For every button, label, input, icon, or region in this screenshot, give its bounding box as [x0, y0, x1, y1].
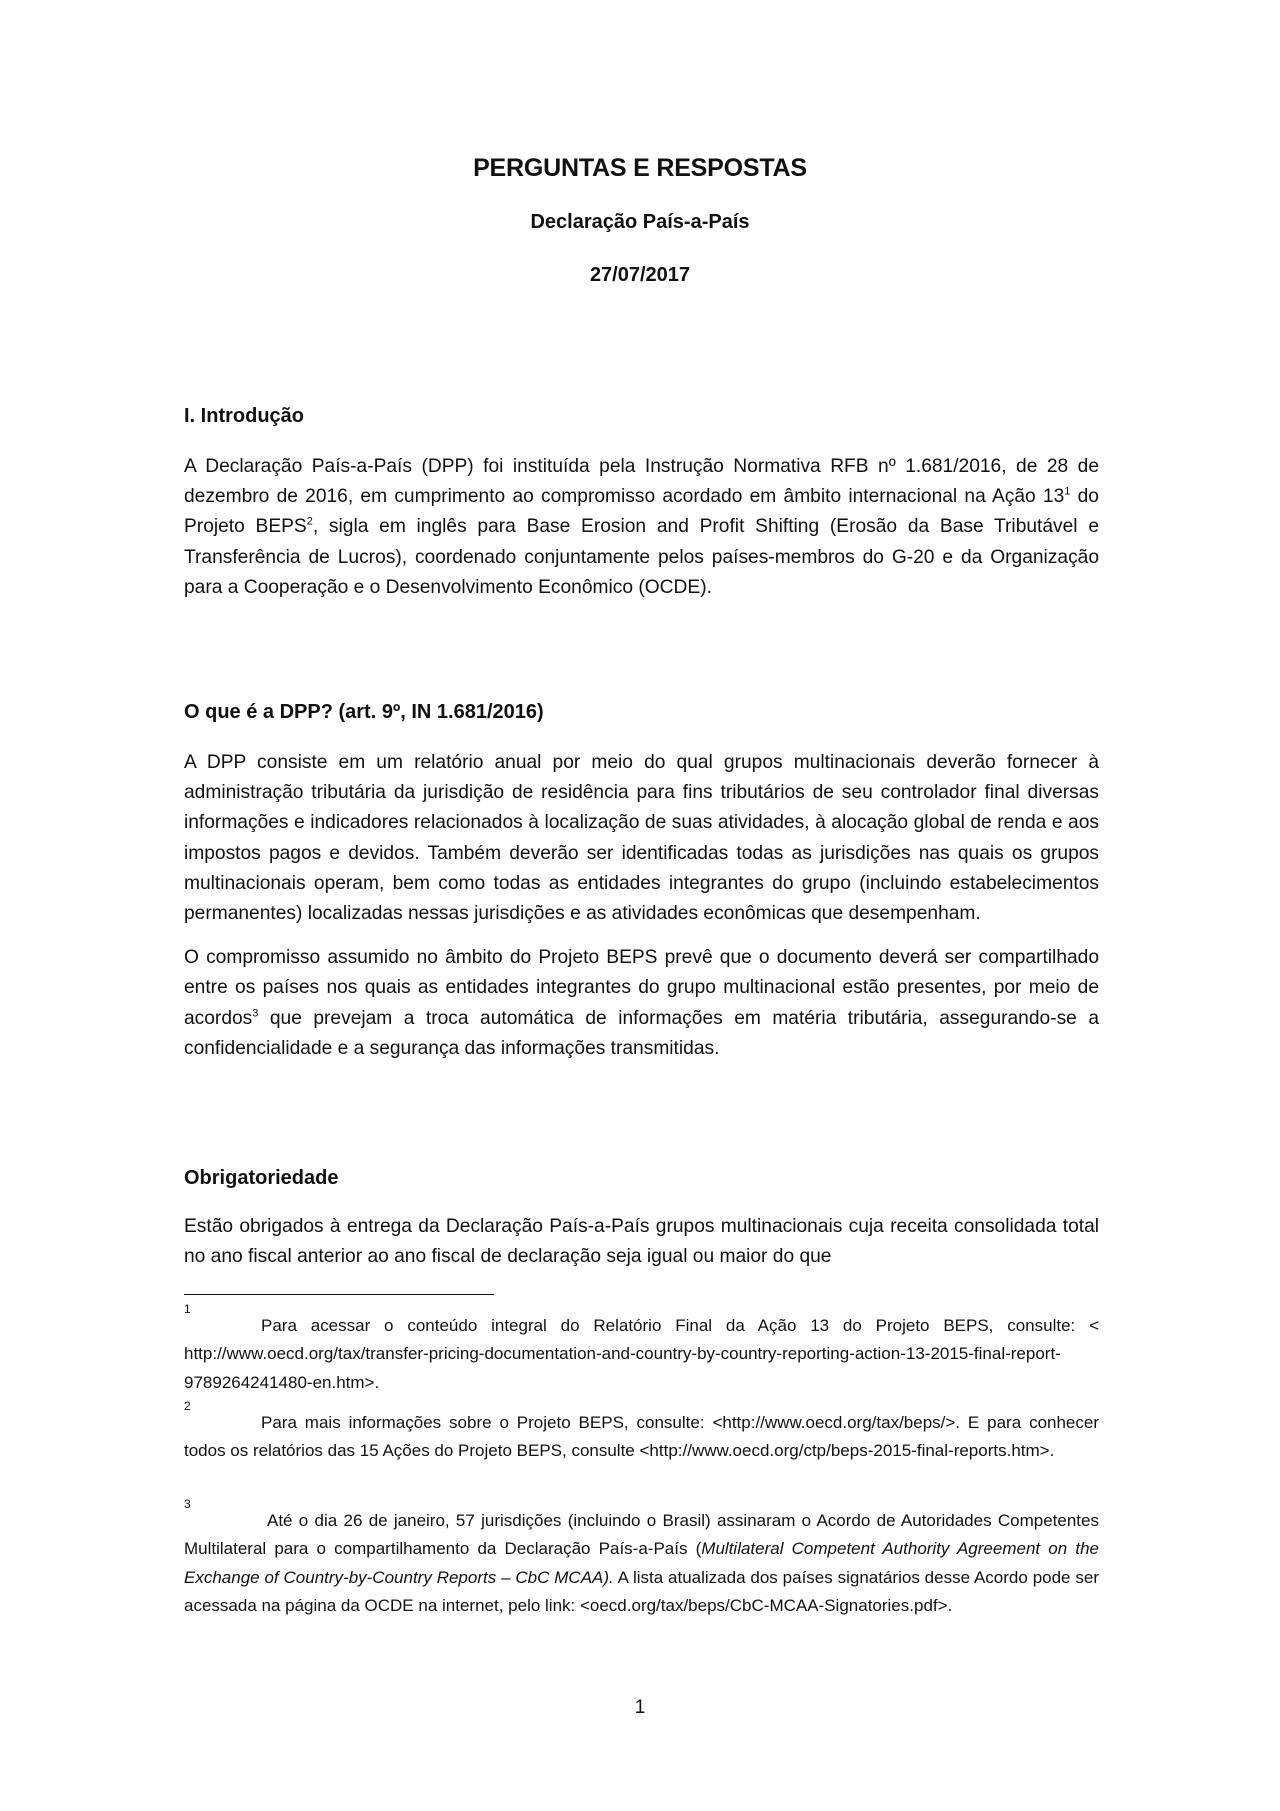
- footnote-1-text: Para acessar o conteúdo integral do Relatório Final da Ação 13 do Projeto BEPS, consulte: < http://www.oecd.org/tax/transfer-pricing-documentation-and-country-by-country-reporting-action-13-2015-final-report-9789264241480-en.htm>.: [184, 1316, 1099, 1392]
- section-title-what: O que é a DPP? (art. 9º, IN 1.681/2016): [184, 701, 544, 723]
- footnote-3-text-b: A lista atualizada dos países signatários desse Acordo pode ser acessada na página da OCDE na internet, pelo link: <oecd.org/tax/beps/CbC-MCAA-Signatories.pdf>.: [184, 1567, 1099, 1615]
- section-obrig-body: [184, 1212, 1099, 1272]
- document-subtitle: Declaração País-a-País: [530, 211, 750, 233]
- intro-paragraph: [184, 452, 1099, 603]
- footnote-divider: [184, 1294, 494, 1295]
- section-what: [184, 701, 1099, 724]
- footnote-2-text: Para mais informações sobre o Projeto BEPS, consulte: <http://www.oecd.org/tax/beps/>. E para conhecer todos os relatórios das 15 Ações do Projeto BEPS, consulte <http://www.oecd.org/ctp/beps-2015-final-reports.htm>.: [184, 1413, 1099, 1461]
- footnote-1-number: 1: [184, 1302, 191, 1316]
- section-what-body: [184, 748, 1099, 1064]
- what-text-a: O compromisso assumido no âmbito do Projeto BEPS prevê que o documento deverá ser compartilhado entre os países nos quais as entidades integrantes do grupo multinacional estão presentes, por meio de acordos: [184, 947, 1099, 1029]
- section-title-obrig: Obrigatoriedade: [184, 1167, 339, 1189]
- what-paragraph-1: A DPP consiste em um relatório anual por meio do qual grupos multinacionais deverão fornecer à administração tributária da jurisdição de residência para fins tributários de seu controlador final diversas informações e indicadores relacionados à localização de suas atividades, à alocação global de renda e aos impostos pagos e devidos. Também deverão ser identificadas todas as jurisdições nas quais os grupos multinacionais operam, bem como todas as entidades integrantes do grupo (incluindo estabelecimentos permanentes) localizadas nessas jurisdições e as atividades econômicas que desempenham.: [184, 752, 1099, 925]
- document-title: PERGUNTAS E RESPOSTAS: [473, 154, 807, 182]
- intro-text-c: , sigla em inglês para Base Erosion and Profit Shifting (Erosão da Base Tributável e Transferência de Lucros), coordenado conjuntamente pelos países-membros do G-20 e da Organização para a Cooperação e o Desenvolvimento Econômico (OCDE).: [184, 516, 1099, 598]
- page-number: 1: [634, 1697, 646, 1718]
- footnote-1: [184, 1302, 1099, 1397]
- footnote-ref-1[interactable]: 1: [1064, 485, 1071, 498]
- section-intro: [184, 405, 1099, 428]
- what-paragraph-2: [184, 943, 1099, 1064]
- footnote-3-number: 3: [184, 1497, 191, 1511]
- section-obrig: [184, 1167, 1099, 1190]
- section-intro-body: [184, 452, 1099, 603]
- footnote-3-text-italic: Multilateral Competent Authority Agreement on the Exchange of Country-by-Country Reports – CbC MCAA).: [184, 1539, 1099, 1587]
- footnote-ref-2[interactable]: 2: [306, 516, 313, 529]
- footnote-ref-3[interactable]: 3: [252, 1007, 259, 1020]
- section-title-intro: I. Introdução: [184, 405, 304, 427]
- intro-text-a: A Declaração País-a-País (DPP) foi instituída pela Instrução Normativa RFB nº 1.681/2016, de 28 de dezembro de 2016, em cumprimento ao compromisso acordado em âmbito internacional na Ação 13: [184, 456, 1099, 508]
- obrig-paragraph: Estão obrigados à entrega da Declaração País-a-País grupos multinacionais cuja receita consolidada total no ano fiscal anterior ao ano fiscal de declaração seja igual ou maior do que: [184, 1216, 1099, 1268]
- intro-text-b: do Projeto BEPS: [184, 486, 1099, 538]
- footnote-2-number: 2: [184, 1399, 191, 1413]
- footnote-2: [184, 1399, 1099, 1466]
- footnote-3-text-a: Até o dia 26 de janeiro, 57 jurisdições (incluindo o Brasil) assinaram o Acordo de Autoridades Competentes Multilateral para o compartilhamento da Declaração País-a-País (: [184, 1511, 1099, 1559]
- footnote-3: [184, 1497, 1099, 1620]
- document-date: 27/07/2017: [589, 264, 691, 286]
- what-text-b: que prevejam a troca automática de informações em matéria tributária, assegurando-se a confidencialidade e a segurança das informações transmitidas.: [184, 1007, 1099, 1059]
